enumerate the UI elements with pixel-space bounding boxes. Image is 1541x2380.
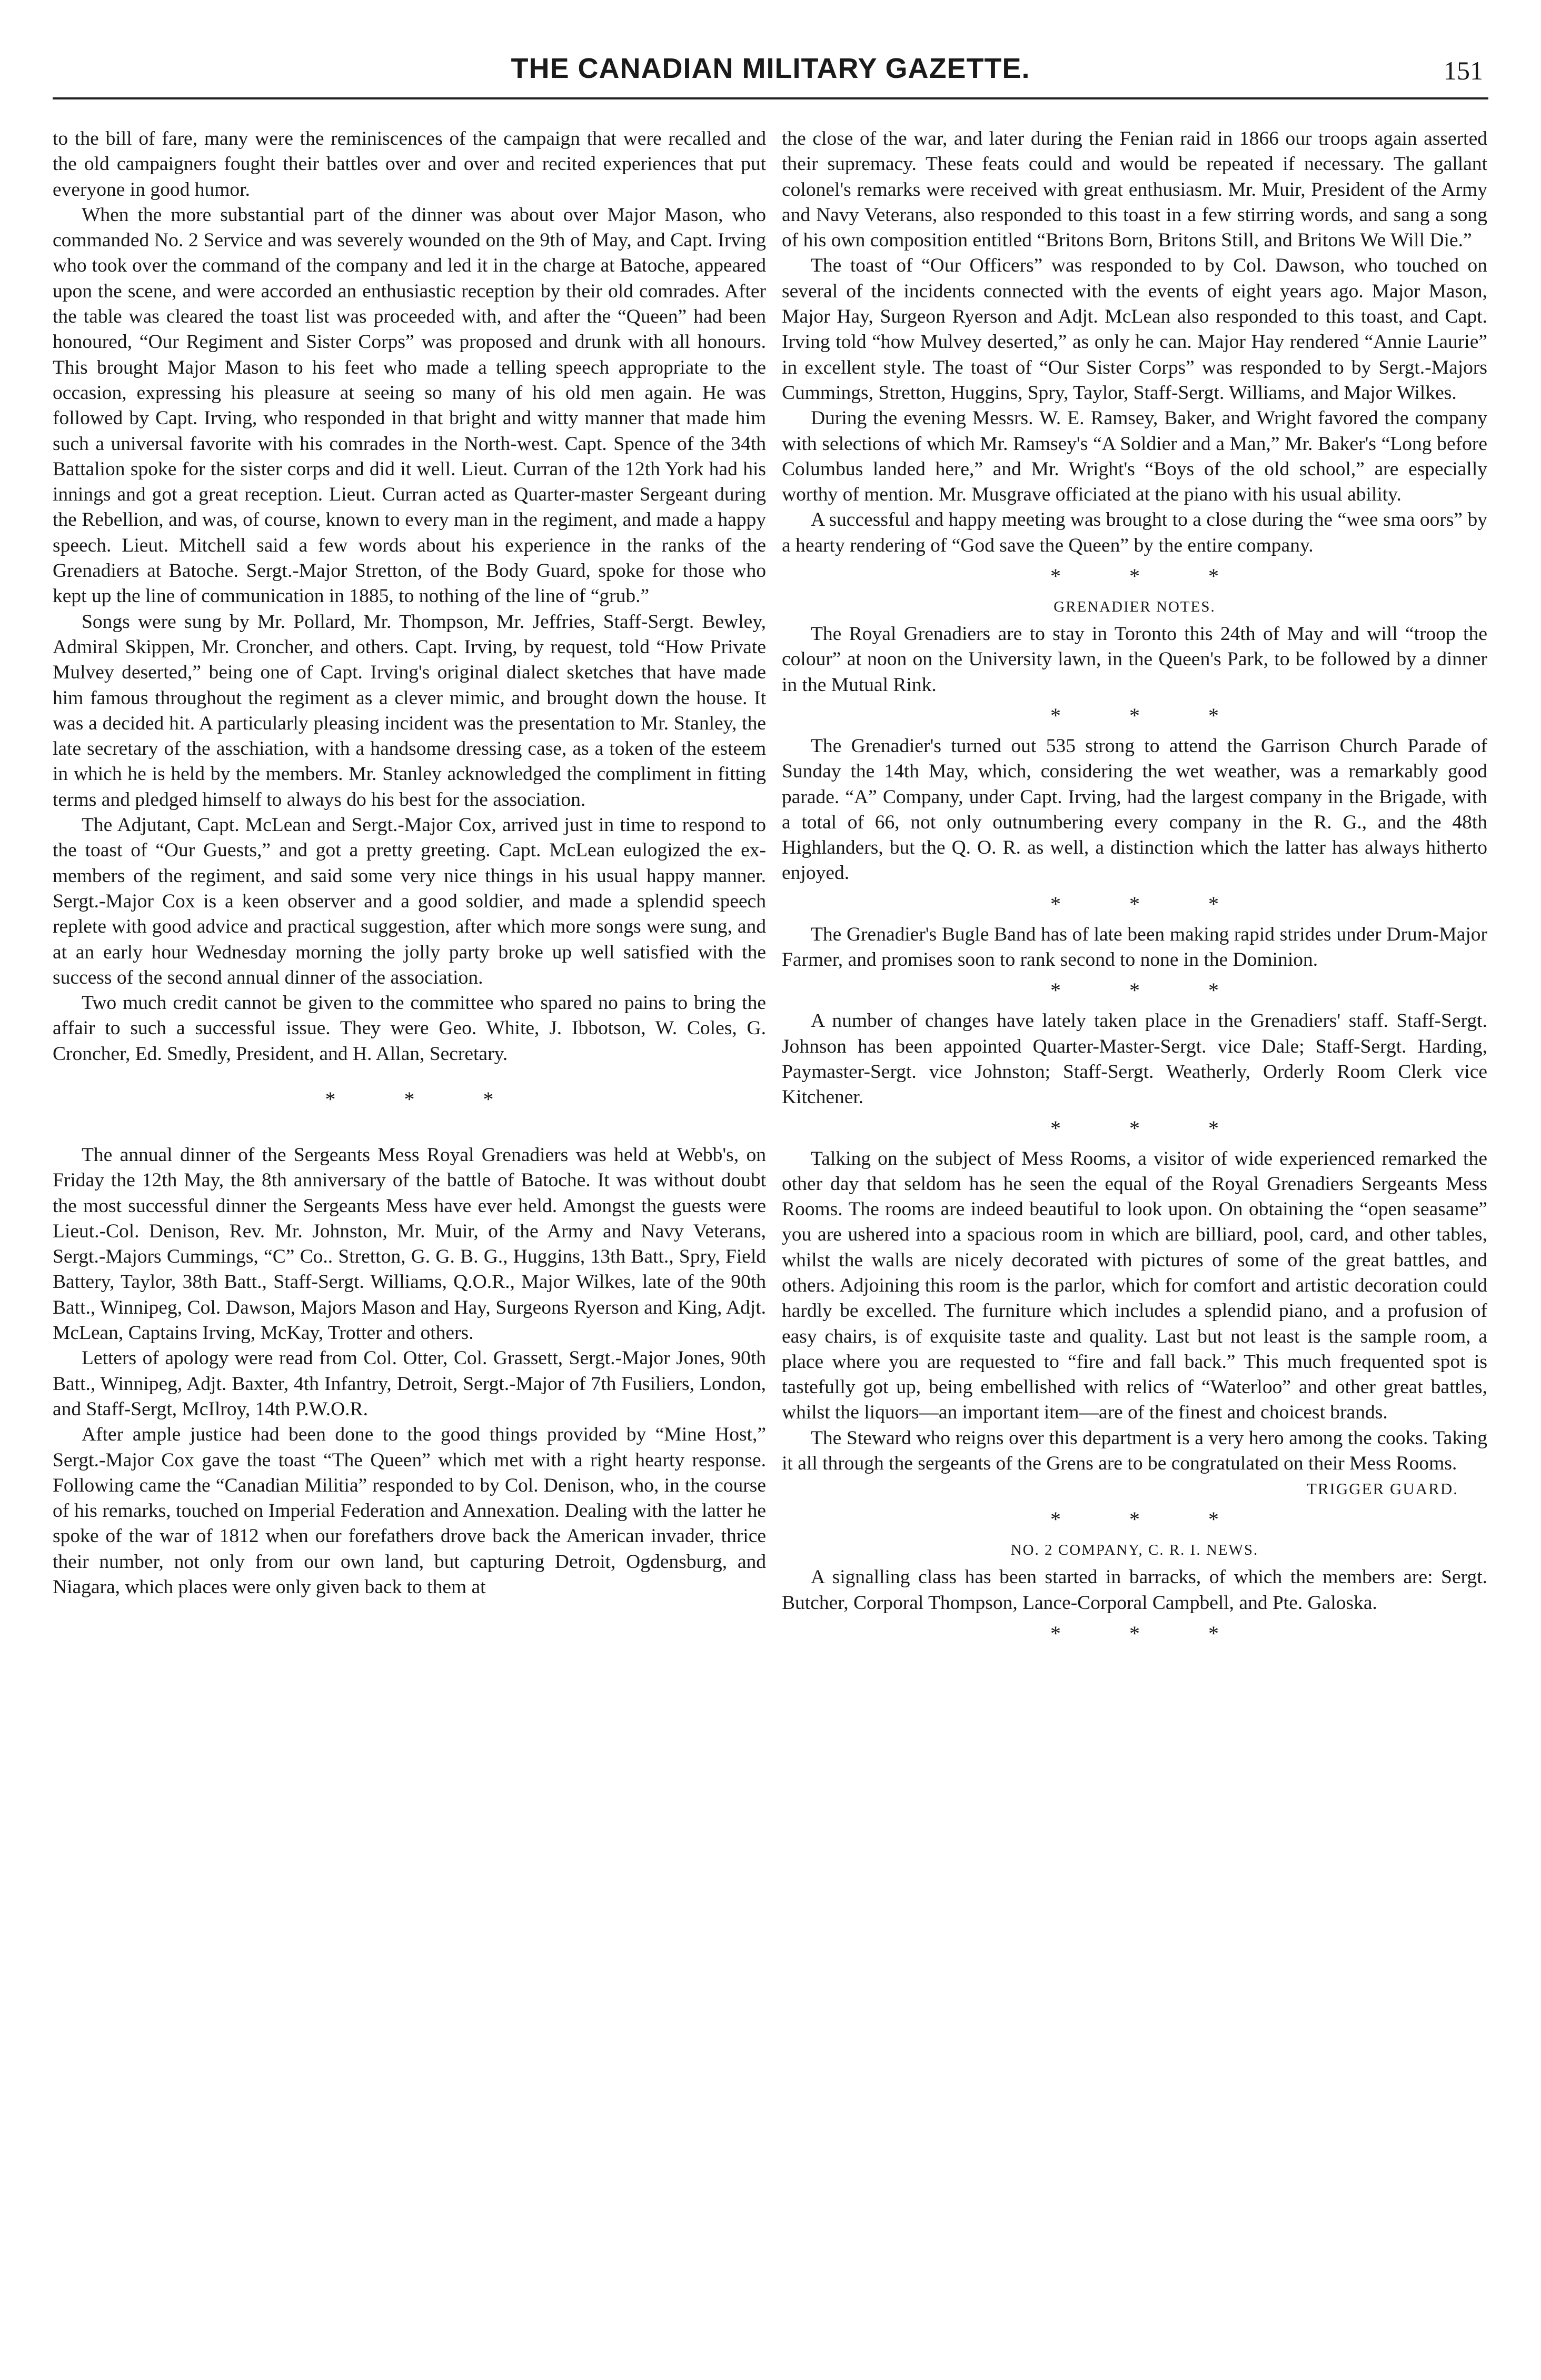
section-divider: * * * [1050,564,1250,588]
article-paragraph: The annual dinner of the Sergeants Mess Royal Grenadiers was held at Webb's, on Friday the 12th May, the 8th anniversary of the battle of Batoche. It was without doubt the most successful dinner the Sergeants Mess have ever held. Amongst the guests were Lieut.-Col. Denison, Rev. Mr. Johnston, Mr. Muir, of the Army and Navy Veterans, Sergt.-Majors Cummings, “C” Co.. Stretton, G. G. B. G., Huggins, 13th Batt., Spry, Field Battery, Taylor, 38th Batt., Staff-Sergt. Williams, Q.O.R., Major Wilkes, late of the 90th Batt., Winnipeg, Col. Dawson, Majors Mason and Hay, Surgeons Ryerson and King, Adjt. McLean, Captains Irving, McKay, Trotter and others. [53,1144,766,1344]
article-paragraph: The toast of “Our Officers” was responded to by Col. Dawson, who touched on several of the incidents connected with the events of eight years ago. Major Mason, Major Hay, Surgeon Ryerson and Adjt. McLean also responded to this toast, and Capt. Irving told “how Mulvey deserted,” as only he can. Major Hay rendered “Annie Laurie” in excellent style. The toast of “Our Sister Corps” was responded to by Sergt.-Majors Cummings, Stretton, Huggins, Spry, Taylor, Staff-Sergt. Williams, and Major Wilkes. [782,255,1487,404]
article-paragraph: The Adjutant, Capt. McLean and Sergt.-Major Cox, arrived just in time to respond to the toast of “Our Guests,” and got a pretty greeting. Capt. McLean eulogized the ex-members of the regiment, and said some very nice things in his usual happy manner. Sergt.-Major Cox is a keen observer and a good soldier, and made a splendid speech replete with good advice and practical suggestion, after which more songs were sung, and at an early hour Wednesday morning the jolly party broke up well satisfied with the success of the second annual dinner of the association. [53,814,766,988]
note-paragraph: The Steward who reigns over this department is a very hero among the cooks. Taking it all through the sergeants of the Grens are to be congratulated on their Mess Rooms. [782,1427,1487,1475]
article-paragraph: A successful and happy meeting was brought to a close during the “wee sma oors” by a hearty rendering of “God save the Queen” by the entire company. [782,509,1487,556]
note-paragraph: The Royal Grenadiers are to stay in Toronto this 24th of May and will “troop the colour” at noon on the University lawn, in the Queen's Park, to be followed by a dinner in the Mutual Rink. [782,623,1487,696]
article-paragraph: Songs were sung by Mr. Pollard, Mr. Thompson, Mr. Jeffries, Staff-Sergt. Bewley, Admiral Skippen, Mr. Croncher, and others. Capt. Irving, by request, told “How Private Mulvey deserted,” being one of Capt. Irving's original dialect sketches that have made him famous throughout the regiment as a clever mimic, and brought down the house. It was a decided hit. A particularly pleasing incident was the presentation to Mr. Stanley, the late secretary of the asschiation, with a handsome dressing case, as a token of the esteem in which he is held by the members. Mr. Stanley acknowledged the compliment in fitting terms and pledged himself to always do his best for the association. [53,611,766,811]
masthead-title: THE CANADIAN MILITARY GAZETTE. [511,53,1030,84]
article-paragraph: After ample justice had been done to the good things provided by “Mine Host,” Sergt.-Major Cox gave the toast “The Queen” which met with a right hearty response. Following came the “Canadian Militia” responded to by Col. Denison, who, in the course of his remarks, touched on Imperial Federation and Annexation. Dealing with the latter he spoke of the war of 1812 when our forefathers drove back the American invader, thrice their number, not only from our own land, but capturing Detroit, Ogdensburg, and Niagara, which places were only given back to them at [53,1424,766,1598]
section-divider: * * * [1050,1116,1250,1140]
section-divider: * * * [1050,1621,1250,1645]
note-paragraph: Talking on the subject of Mess Rooms, a visitor of wide experienced remarked the other day that seldom has he seen the equal of the Royal Grenadiers Sergeants Mess Rooms. The rooms are indeed beautiful to look upon. On obtaining the “open seasame” you are ushered into a spacious room in which are billiard, pool, card, and other tables, whilst the walls are nicely decorated with pictures of some of the great battles, and others. Adjoining this room is the parlor, which for comfort and artistic decoration could hardly be excelled. The furniture which includes a splendid piano, and a profusion of easy chairs, is of exquisite taste and quality. Last but not least is the sample room, a place where you are requested to “fire and fall back.” This much frequented spot is tastefully got up, being embellished with relics of “Waterloo” and other great battles, whilst the liquors—an important item—are of the finest and choicest brands. [782,1147,1487,1424]
section-divider: * * * [1050,892,1250,916]
article-paragraph: the close of the war, and later during the Fenian raid in 1866 our troops again asserted their supremacy. These feats could and would be repeated if necessary. The gallant colonel's remarks were received with great enthusiasm. Mr. Muir, President of the Army and Navy Veterans, also responded to this toast in a few stirring words, and sang a song of his own composition entitled “Britons Born, Britons Still, and Britons We Will Die.” [782,128,1487,252]
note-paragraph: The Grenadier's Bugle Band has of late been making rapid strides under Drum-Major Farmer, and promises soon to rank second to none in the Dominion. [782,923,1487,971]
article-paragraph: When the more substantial part of the dinner was about over Major Mason, who commanded No. 2 Service and was severely wounded on the 9th of May, and Capt. Irving who took over the command of the company and led it in the charge at Batoche, appeared upon the scene, and were accorded an enthusiastic reception by their old comrades. After the table was cleared the toast list was proceeded with, and after the “Queen” had been honoured, “Our Regiment and Sister Corps” was proposed and drunk with all honours. This brought Major Mason to his feet who made a telling speech appropriate to the occasion, expressing his pleasure at seeing so many of his old men again. He was followed by Capt. Irving, who responded in that bright and witty manner that made him such a universal favorite with his comrades in the North-west. Capt. Spence of the 34th Battalion spoke for the sister corps and did it well. Lieut. Curran of the 12th York had his innings and got a great reception. Lieut. Curran acted as Quarter-master Sergeant during the Rebellion, and was, of course, known to every man in the regiment, and made a happy speech. Lieut. Mitchell said a few words about his experience in the ranks of the Grenadiers at Batoche. Sergt.-Major Stretton, of the Body Guard, spoke for those who kept up the line of communication in 1885, to nothing of the line of “grub.” [53,204,766,607]
page-number: 151 [1444,56,1483,85]
page-header [53,50,1488,99]
section-divider: * * * [1050,1507,1250,1532]
article-paragraph: During the evening Messrs. W. E. Ramsey, Baker, and Wright favored the company with selections of which Mr. Ramsey's “A Soldier and a Man,” Mr. Baker's “Long before Columbus landed here,” and Mr. Wright's “Boys of the old school,” are especially worthy of mention. Mr. Musgrave officiated at the piano with his usual ability. [782,407,1487,506]
article-paragraph: Two much credit cannot be given to the committee who spared no pains to bring the affair to such a successful issue. They were Geo. White, J. Ibbotson, W. Coles, G. Croncher, Ed. Smedly, President, and H. Allan, Secretary. [53,992,766,1065]
section-heading: GRENADIER NOTES. [1053,598,1216,616]
section-divider: * * * [325,1087,525,1111]
right-column [782,126,1487,1652]
note-paragraph: The Grenadier's turned out 535 strong to attend the Garrison Church Parade of Sunday the 14th May, which, considering the wet weather, was a remarkably good parade. “A” Company, under Capt. Irving, had the largest company in the Brigade, with a total of 66, not only outnumbering every company in the R. G., and the 48th Highlanders, but the Q. O. R. as well, a distinction which the latter has always hitherto enjoyed. [782,735,1487,884]
note-paragraph: A number of changes have lately taken place in the Grenadiers' staff. Staff-Sergt. Johnson has been appointed Quarter-Master-Sergt. vice Dale; Staff-Sergt. Harding, Paymaster-Sergt. vice Johnston; Staff-Sergt. Weatherly, Orderly Room Clerk vice Kitchener. [782,1010,1487,1108]
news-paragraph: A signalling class has been started in barracks, of which the members are: Sergt. Butcher, Corporal Thompson, Lance-Corporal Campbell, and Pte. Galoska. [782,1566,1487,1614]
left-column [53,126,766,1600]
section-heading: NO. 2 COMPANY, C. R. I. NEWS. [1010,1542,1259,1559]
author-signature: TRIGGER GUARD. [1306,1479,1458,1498]
article-paragraph: to the bill of fare, many were the reminiscences of the campaign that were recalled and the old campaigners fought their battles over and over and recited experiences that put everyone in good humor. [53,128,766,201]
article-paragraph: Letters of apology were read from Col. Otter, Col. Grassett, Sergt.-Major Jones, 90th Batt., Winnipeg, Adjt. Baxter, 4th Infantry, Detroit, Sergt.-Major of 7th Fusiliers, London, and Staff-Sergt, McIlroy, 14th P.W.O.R. [53,1347,766,1420]
section-divider: * * * [1050,978,1250,1003]
section-divider: * * * [1050,703,1250,727]
